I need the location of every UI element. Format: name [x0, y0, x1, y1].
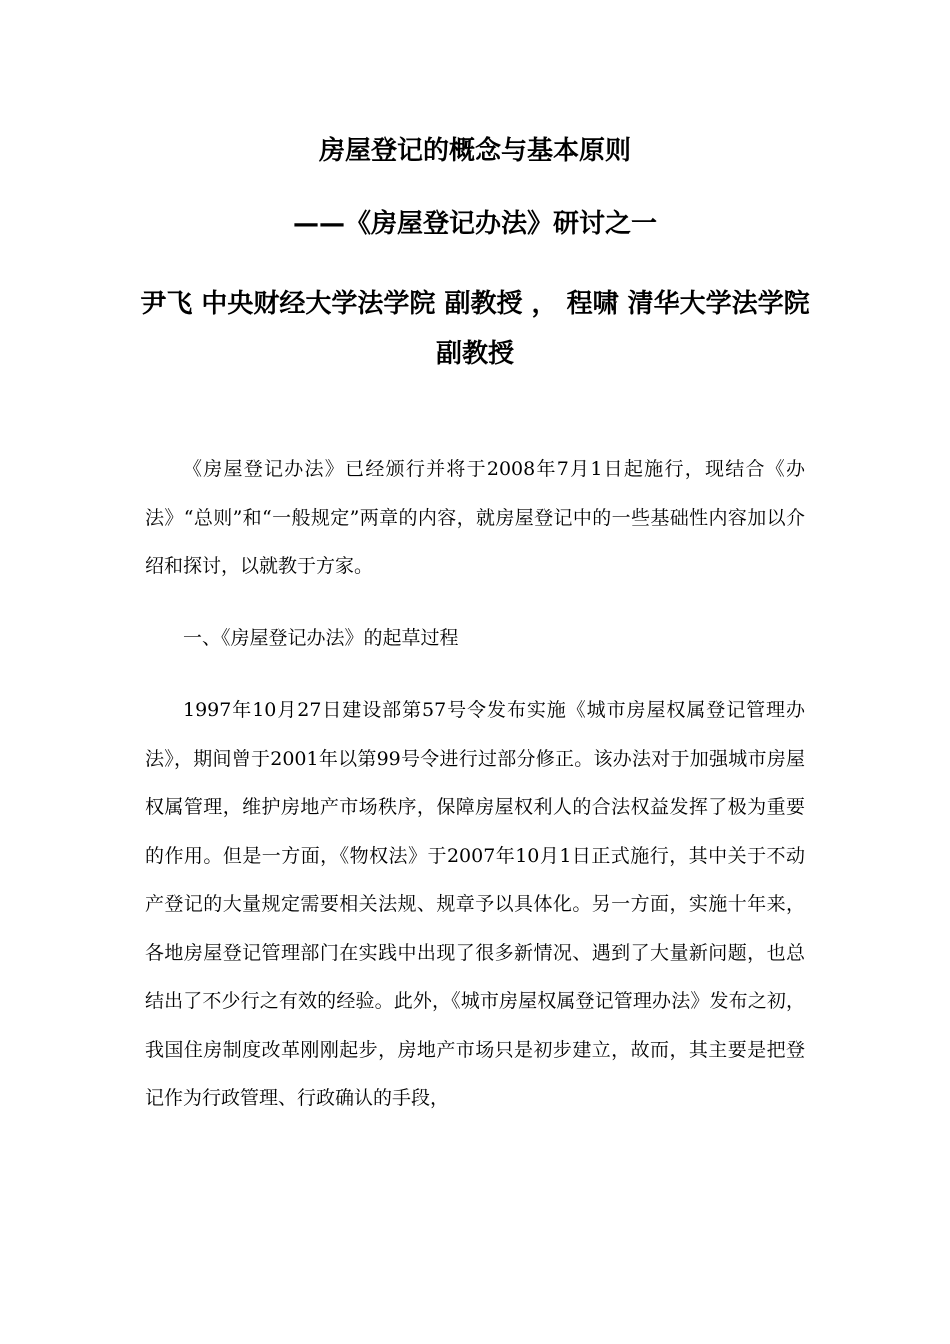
intro-paragraph: 《房屋登记办法》已经颁行并将于2008年7月1日起施行，现结合《办法》“总则”和“一般规定”两章的内容，就房屋登记中的一些基础性内容加以介绍和探讨，以就教于方家。 — [145, 458, 805, 577]
section-heading: 一、《房屋登记办法》的起草过程 — [183, 627, 459, 649]
section-paragraph: 1997年10月27日建设部第57号令发布实施《城市房屋权属登记管理办法》，期间曾于2001年以第99号令进行过部分修正。该办法对于加强城市房屋权属管理，维护房地产市场秩序，保障房屋权利人的合法权益发挥了极为重要的作用。但是一方面，《物权法》于2007年10月1日正式施行，其中关于不动产登记的大量规定需要相关法规、规章予以具体化。另一方面，实施十年来，各地房屋登记管理部门在实践中出现了很多新情况、遇到了大量新问题，也总结出了不少行之有效的经验。此外，《城市房屋权属登记管理办法》发布之初，我国住房制度改革刚刚起步，房地产市场只是初步建立，故而，其主要是把登记作为行政管理、行政确认的手段， — [145, 699, 805, 1109]
author-line: 尹飞 中央财经大学法学院 副教授 ， 程啸 清华大学法学院 副教授 — [140, 289, 810, 369]
page-subtitle: ——《房屋登记办法》研讨之一 — [292, 209, 657, 239]
page-title: 房屋登记的概念与基本原则 — [318, 136, 631, 166]
